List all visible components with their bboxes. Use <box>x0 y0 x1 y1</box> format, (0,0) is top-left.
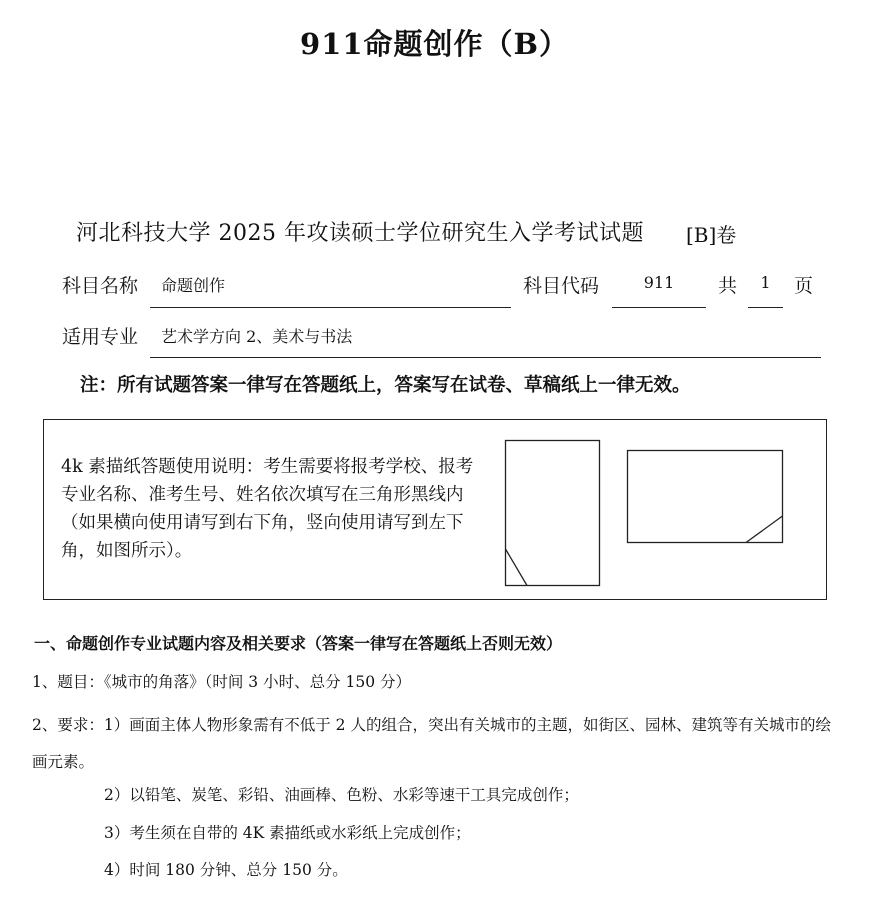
page-count-prefix: 共 <box>718 275 738 297</box>
page-title: 911命题创作（B） <box>299 27 570 61</box>
subject-name-underline <box>150 307 511 308</box>
requirement-2: 2）以铅笔、炭笔、彩铅、油画棒、色粉、水彩等速干工具完成创作； <box>104 786 579 804</box>
subject-name-value: 命题创作 <box>161 276 226 295</box>
section-heading: 一、命题创作专业试题内容及相关要求（答案一律写在答题纸上否则无效） <box>34 634 563 653</box>
requirement-3: 3）考生须在自带的 4K 素描纸或水彩纸上完成创作； <box>104 824 471 842</box>
notice: 注：所有试题答案一律写在答题纸上，答案写在试卷、草稿纸上一律无效。 <box>80 375 691 396</box>
subject-code-underline <box>612 307 706 308</box>
subject-name-label: 科目名称 <box>62 275 139 297</box>
subject-code-label: 科目代码 <box>523 275 600 297</box>
major-value: 艺术学方向 2、美术与书法 <box>161 327 353 346</box>
exam-variant: [B]卷 <box>686 223 737 247</box>
landscape-sheet-icon <box>628 451 783 543</box>
exam-heading: 河北科技大学 2025 年攻读硕士学位研究生入学考试试题 <box>76 221 644 246</box>
subject-code-value: 911 <box>643 273 675 292</box>
instruction-text: 4k 素描纸答题使用说明：考生需要将报考学校、报考专业名称、准考生号、姓名依次填写在三角形黑线内（如果横向使用请写到右下角，竖向使用请写到左下角，如图所示）。 <box>61 457 474 561</box>
requirement-4: 4）时间 180 分钟、总分 150 分。 <box>104 861 348 879</box>
page-count-value: 1 <box>760 273 771 292</box>
major-label: 适用专业 <box>62 326 139 348</box>
page-count-suffix: 页 <box>794 275 814 297</box>
requirement-1: 2、要求：1）画面主体人物形象需有不低于 2 人的组合，突出有关城市的主题，如街区、园林、建筑等有关城市的绘画元素。 <box>32 716 831 771</box>
paper-orientation-diagram <box>500 436 790 592</box>
portrait-sheet-icon <box>506 441 600 586</box>
topic-line: 1、题目：《城市的角落》（时间 3 小时、总分 150 分） <box>32 673 412 691</box>
major-underline <box>150 357 821 358</box>
page-count-underline <box>748 307 783 308</box>
